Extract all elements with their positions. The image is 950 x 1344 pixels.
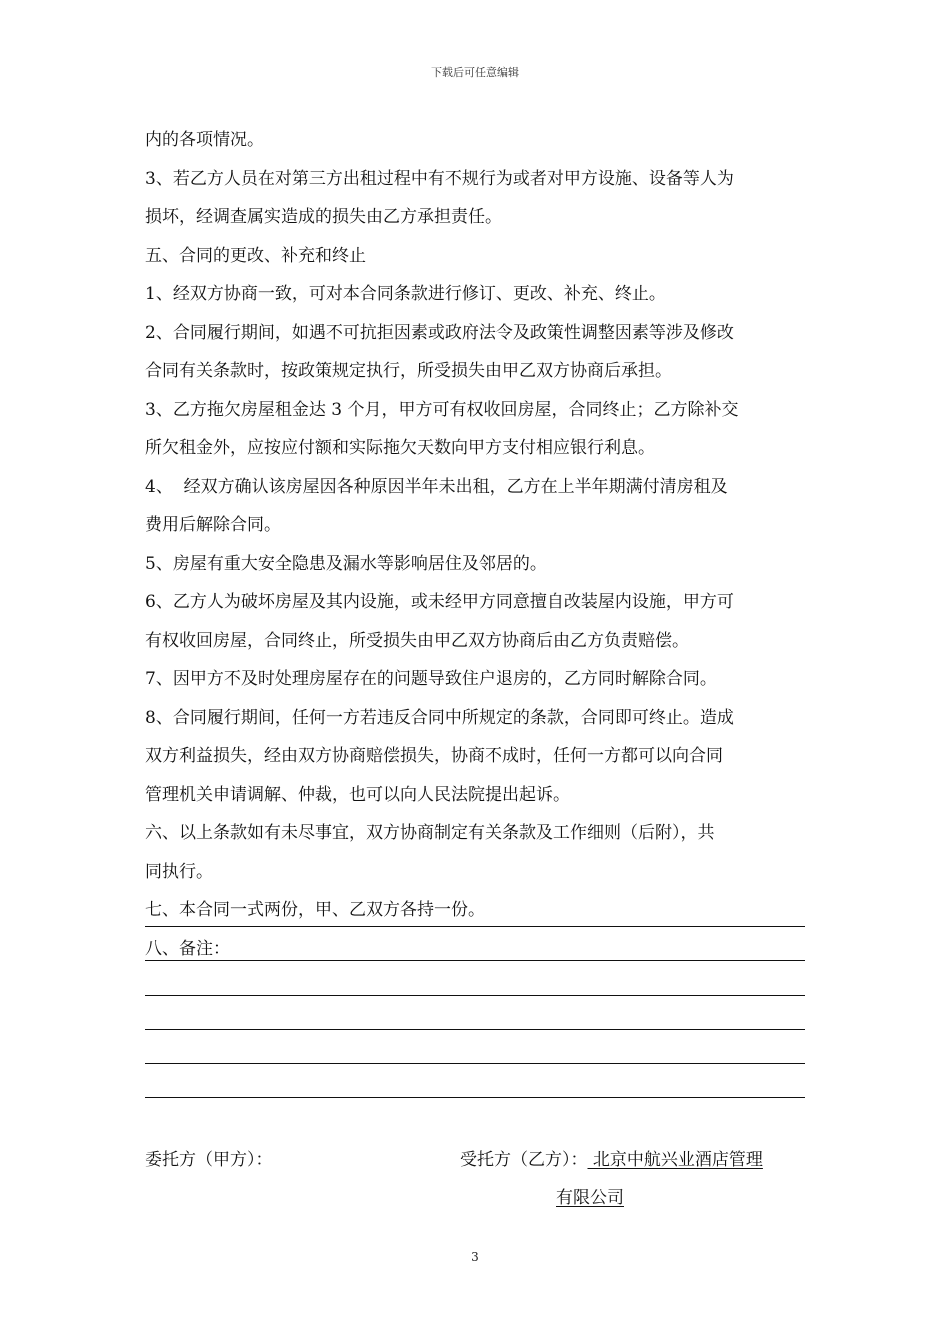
text-line: 3、乙方拖欠房屋租金达 3 个月，甲方可有权收回房屋，合同终止；乙方除补交	[145, 399, 739, 420]
text-line: 2、合同履行期间，如遇不可抗拒因素或政府法令及政策性调整因素等涉及修改	[145, 322, 734, 343]
remarks-line	[145, 1097, 805, 1131]
page-number: 3	[471, 1250, 479, 1264]
text-line: 有权收回房屋，合同终止，所受损失由甲乙双方协商后由乙方负责赔偿。	[145, 630, 689, 651]
section-heading: 七、本合同一式两份，甲、乙双方各持一份。	[145, 900, 485, 920]
text-line: 合同有关条款时，按政策规定执行，所受损失由甲乙双方协商后承担。	[145, 361, 672, 381]
text-line: 6、乙方人为破坏房屋及其内设施，或未经甲方同意擅自改装屋内设施，甲方可	[145, 592, 734, 612]
text-line: 7、因甲方不及时处理房屋存在的问题导致住户退房的，乙方同时解除合同。	[145, 669, 717, 689]
remarks-line	[145, 926, 805, 960]
party-b-signature	[460, 1148, 763, 1172]
text-line: 同执行。	[145, 861, 213, 882]
text-line: 费用后解除合同。	[145, 515, 281, 535]
section-heading: 八、备注：	[145, 938, 230, 959]
text-line: 4、 经双方确认该房屋因各种原因半年未出租，乙方在上半年期满付清房租及	[145, 476, 728, 497]
party-a-label: 委托方（甲方）：	[145, 1150, 273, 1170]
party-b-company: 北京中航兴业酒店管理	[587, 1150, 763, 1170]
text-line: 损坏，经调查属实造成的损失由乙方承担责任。	[145, 207, 502, 227]
header-watermark: 下载后可任意编辑	[431, 66, 519, 79]
remarks-line	[145, 960, 805, 994]
text-line: 所欠租金外，应按应付额和实际拖欠天数向甲方支付相应银行利息。	[145, 438, 655, 458]
contract-body	[145, 121, 807, 968]
text-line: 8、合同履行期间，任何一方若违反合同中所规定的条款，合同即可终止。造成	[145, 707, 734, 728]
text-line: 1、经双方协商一致，可对本合同条款进行修订、更改、补充、终止。	[145, 284, 666, 304]
remarks-line	[145, 995, 805, 1029]
party-b-company-continued: 有限公司	[556, 1188, 624, 1208]
remarks-blank-lines	[145, 926, 805, 1132]
text-line: 管理机关申请调解、仲裁，也可以向人民法院提出起诉。	[145, 784, 570, 805]
party-b-label: 受托方（乙方）：	[460, 1150, 588, 1170]
remarks-line	[145, 1063, 805, 1097]
text-line: 5、房屋有重大安全隐患及漏水等影响居住及邻居的。	[145, 553, 547, 574]
text-line: 3、若乙方人员在对第三方出租过程中有不规行为或者对甲方设施、设备等人为	[145, 168, 734, 189]
section-heading: 五、合同的更改、补充和终止	[145, 245, 366, 266]
section-heading: 六、以上条款如有未尽事宜，双方协商制定有关条款及工作细则（后附），共	[145, 823, 715, 843]
text-line: 内的各项情况。	[145, 130, 264, 150]
text-line: 双方利益损失，经由双方协商赔偿损失，协商不成时，任何一方都可以向合同	[145, 746, 723, 766]
remarks-line	[145, 1029, 805, 1063]
